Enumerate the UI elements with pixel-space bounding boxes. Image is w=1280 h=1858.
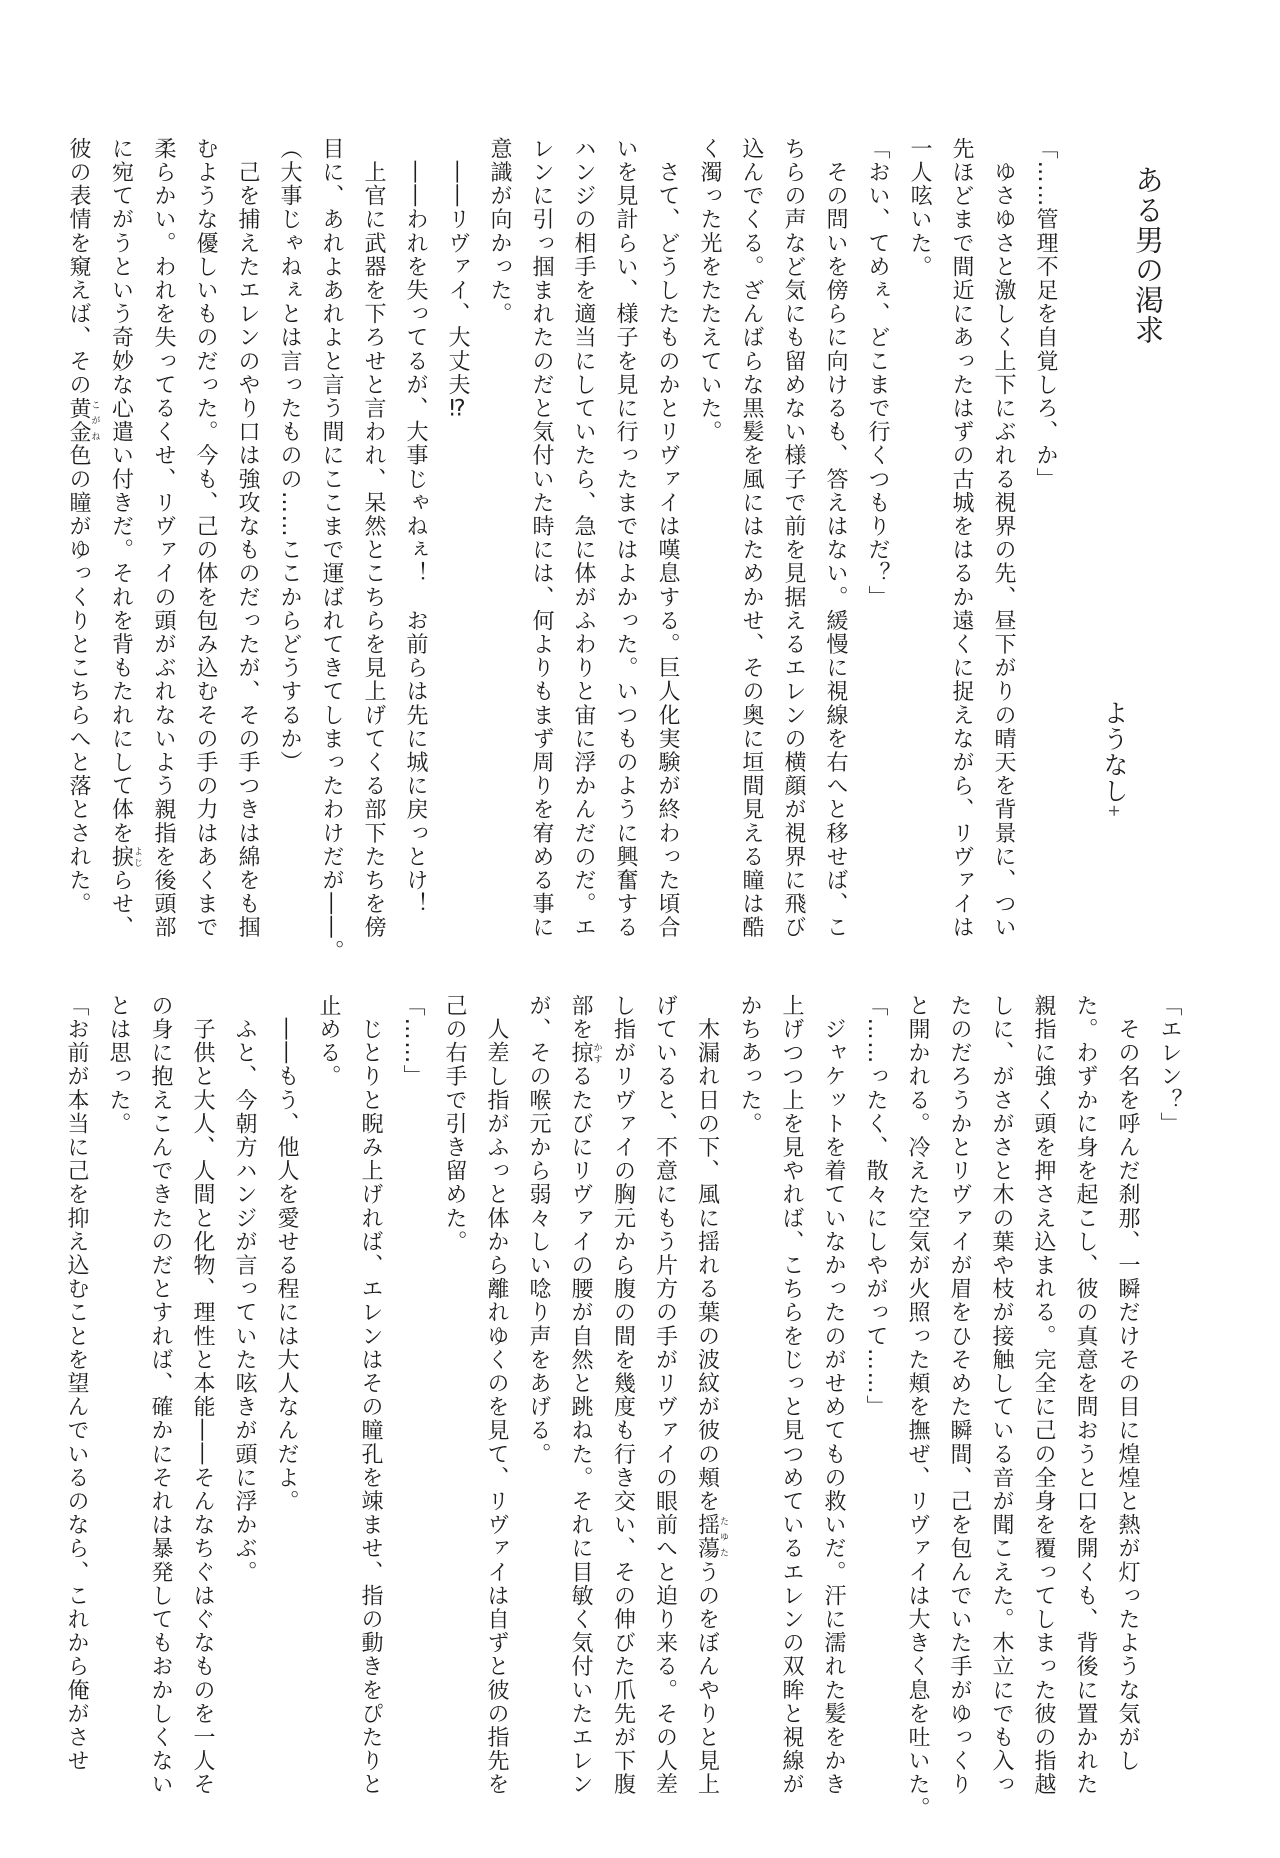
text-column: 先ほどまで間近にあったはずの古城をはるか遠くに捉えながら、リヴァイは	[949, 137, 974, 940]
text-column: 子供と大人、人間と化物、理性と本能――そんなちぐはぐなものを一人そ	[190, 994, 215, 1797]
text-column: 上げつつ上を見やれば、こちらをじっと見つめているエレンの双眸と視線が	[779, 994, 804, 1797]
text-column: し指がリヴァイの胸元から腹の間を幾度も行き交い、その伸びた爪先が下腹	[610, 994, 636, 1797]
text-column: レンに引っ掴まれたのだと気付いた時には、何よりもまず周りを宥める事に	[529, 137, 554, 940]
author-name: ようなし	[1100, 700, 1129, 804]
text-column: た。わずかに身を起こし、彼の真意を問おうと口を開くも、背後に置かれた	[1073, 994, 1098, 1797]
text-column: その名を呼んだ刹那、一瞬だけその目に煌煌と熱が灯ったような気がし	[1115, 994, 1140, 1773]
ruby-annotation: 揺蕩たゆた	[694, 1513, 728, 1561]
text-column: 人差し指がふっと体から離れゆくのを見て、リヴァイは自ずと彼の指先を	[484, 994, 509, 1797]
text-column: むような優しいものだった。今も、己の体を包み込むその手の力はあくまで	[193, 137, 218, 940]
text-column: 「お前が本当に己を抑え込むことを望んでいるのなら、これから俺がさせ	[64, 994, 89, 1773]
text-column: 「……管理不足を自覚しろ、か」	[1033, 137, 1058, 491]
text-column: 上官に武器を下ろせと言われ、呆然とこちらを見上げてくる部下たちを傍	[361, 137, 386, 940]
text-column: とは思った。	[106, 994, 131, 1136]
text-column: 止める。	[316, 994, 341, 1089]
text-column: さて、どうしたものかとリヴァイは嘆息する。巨人化実験が終わった頃合	[655, 137, 680, 940]
ruby-annotation: 捩よじ	[108, 845, 142, 869]
text-column: げていると、不意にもう片方の手がリヴァイの眼前へと迫り来る。その人差	[652, 994, 678, 1797]
text-column: ――リヴァイ、大丈夫⁉	[445, 137, 470, 424]
text-column: 己の右手で引き留めた。	[442, 994, 467, 1254]
text-column: 彼の表情を窺えば、その黄金こがね色の瞳がゆっくりとこちらへと落とされた。	[66, 137, 100, 916]
text-column: たのだろうかとリヴァイが眉をひそめた瞬間、己を包んでいた手がゆっくり	[947, 994, 972, 1797]
author-mark: +	[1105, 804, 1124, 819]
text-column: （大事じゃねぇとは言ったものの……ここからどうするか）	[277, 137, 302, 775]
text-column: かちあった。	[737, 994, 762, 1136]
text-column: 「エレン？」	[1157, 994, 1182, 1136]
text-column: 「おい、てめぇ、どこまで行くつもりだ？」	[865, 137, 890, 609]
text-column: に宛てがうという奇妙な心遣い付きだ。それを背もたれにして体を捩よじらせ、	[108, 137, 142, 940]
text-block-top	[57, 137, 1066, 963]
text-column: 込んでくる。ざんばらな黒髪を風にはためかせ、その奥に垣間見える瞳は酷	[739, 137, 764, 940]
text-column: 意識が向かった。	[487, 137, 512, 326]
text-column: ――もう、他人を愛せる程には大人なんだよ。	[274, 994, 299, 1514]
text-column: 「……」	[400, 994, 425, 1089]
text-column: 木漏れ日の下、風に揺れる葉の波紋が彼の頬を揺蕩たゆたうのをぼんやりと見上	[694, 994, 728, 1797]
text-column: その問いを傍らに向けるも、答えはない。緩慢に視線を右へと移せば、こ	[823, 137, 848, 940]
author-byline	[1096, 700, 1132, 818]
text-column: ふと、今朝方ハンジが言っていた呟きが頭に浮かぶ。	[232, 994, 257, 1584]
text-column: 己を捕えたエレンのやり口は強攻なものだったが、その手つきは綿をも掴	[235, 137, 260, 940]
text-column: ――われを失ってるが、大事じゃねぇ！ お前らは先に城に戻っとけ！	[403, 137, 428, 916]
text-column: ハンジの相手を適当にしていたら、急に体がふわりと宙に浮かんだのだ。エ	[571, 137, 596, 940]
text-column: ちらの声など気にも留めない様子で前を見据えるエレンの横顔が視界に飛び	[781, 137, 806, 940]
story-title: ある男の渇求	[1131, 165, 1165, 345]
text-column: く濁った光をたたえていた。	[697, 137, 722, 444]
ruby-annotation: 黄金こがね	[66, 396, 100, 444]
text-column: が、その喉元から弱々しい唸り声をあげる。	[526, 994, 551, 1466]
ruby-annotation: 掠かす	[568, 1041, 602, 1065]
text-column: 「……ったく、散々にしやがって……」	[863, 994, 888, 1419]
text-column: 親指に強く頭を押さえ込まれる。完全に己の全身を覆ってしまった彼の指越	[1031, 994, 1056, 1797]
text-column: じとりと睨み上げれば、エレンはその瞳孔を竦ませ、指の動きをぴたりと	[358, 994, 383, 1797]
text-column: 一人呟いた。	[907, 137, 932, 279]
text-column: 部を掠かするたびにリヴァイの腰が自然と跳ねた。それに目敏く気付いたエレン	[568, 994, 602, 1797]
text-column: 目に、あれよあれよと言う間にここまで運ばれてきてしまったわけだが――。	[319, 137, 344, 963]
text-column: ゆさゆさと激しく上下にぶれる視界の先、昼下がりの晴天を背景に、つい	[991, 137, 1016, 940]
text-column: の身に抱えこんできたのだとすれば、確かにそれは暴発してもおかしくない	[148, 994, 173, 1797]
text-column: 柔らかい。われを失ってるくせ、リヴァイの頭がぶれないよう親指を後頭部	[151, 137, 176, 940]
text-column: しに、がさがさと木の葉や枝が接触している音が聞こえた。木立にでも入っ	[989, 994, 1014, 1797]
text-column: ジャケットを着ていなかったのがせめてもの救いだ。汗に濡れた髪をかき	[821, 994, 846, 1797]
text-block-bottom	[55, 994, 1190, 1820]
text-column: と開かれる。冷えた空気が火照った頬を撫ぜ、リヴァイは大きく息を吐いた。	[905, 994, 930, 1820]
text-column: いを見計らい、様子を見に行ったまではよかった。いつものように興奮する	[613, 137, 638, 940]
